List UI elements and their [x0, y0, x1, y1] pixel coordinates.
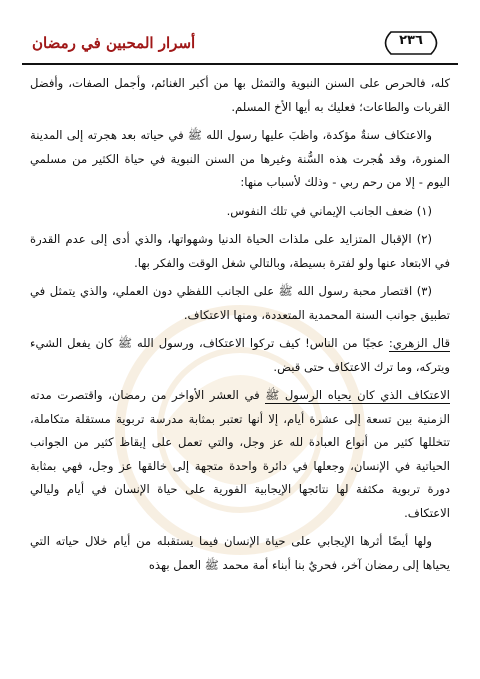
paragraph-itikaf: الاعتكاف الذي كان يحياه الرسول ﷺ في العشر الأواخر من رمضان، واقتصرت مدته الزمنية بين تسعة إلى عشرة أيام، إلا أنها تعتبر بمثابة مدرسة تربوية مستقلة متكاملة، تتخللها كثير من أنواع العبادة لله عز وجل، والتي تعمل على إيقاظ كثير من الجوانب الحياتية في الإنسان، وجعلها في دائرة واحدة متجهة إلى خالقها عز وجل، فهي بمثابة دورة تربوية مكثفة لها نتائجها الإيجابية الفورية على حياة الإنسان في أيام وليالي الاعتكاف.: [30, 388, 450, 520]
reason-2: (٢) الإقبال المتزايد على ملذات الحياة الدنيا وشهواتها، والذي أدى إلى عدم القدرة في الابتعاد عنها ولو لفترة بسيطة، وبالتالي شغل الوقت والفكر بها.: [30, 232, 450, 270]
book-title: أسرار المحبين في رمضان: [32, 34, 196, 52]
quote-lead: قال الزهري:: [388, 336, 450, 350]
page-body: [30, 72, 450, 582]
reason-3: (٣) اقتصار محبة رسول الله ﷺ على الجانب اللفظي دون العملي، والذي يتمثل في تطبيق جوانب السنة المحمدية المتعددة، ومنها الاعتكاف.: [30, 284, 450, 322]
page-header: [22, 30, 458, 60]
itikaf-lead: الاعتكاف الذي كان يحياه الرسول ﷺ: [265, 388, 450, 402]
paragraph-1: كله، فالحرص على السنن النبوية والتمثل بها من أكبر الغنائم، وأجمل الصفات، وأفضل القربات والطاعات؛ فعليك به أيها الأخ المسلم.: [30, 76, 450, 114]
paragraph-last: ولها أيضًا أثرها الإيجابي على حياة الإنسان فيما يستقبله من أيام خلال حياته التي يحياها إلى رمضان آخر، فحريٌ بنا أبناء أمة محمد ﷺ العمل بهذه: [30, 534, 450, 572]
page-number-badge: [378, 30, 444, 56]
page-number: ٢٣٦: [399, 33, 423, 48]
reason-1: (١) ضعف الجانب الإيماني في تلك النفوس.: [226, 203, 432, 218]
paragraph-2: والاعتكاف سنةٌ مؤكدة، واظبَ عليها رسول الله ﷺ في حياته بعد هجرته إلى المدينة المنورة، وقد هُجرت هذه السُّنة وغيرها من السنن النبوية في حياة الكثير من مسلمي اليوم - إلا من رحم ربي - وذلك لأسباب منها:: [30, 128, 450, 189]
header-divider: [22, 63, 458, 65]
quote-zuhri: قال الزهري: عجبًا من الناس! كيف تركوا الاعتكاف، ورسول الله ﷺ كان يفعل الشيء ويتركه، وما ترك الاعتكاف حتى قبض.: [30, 336, 450, 374]
